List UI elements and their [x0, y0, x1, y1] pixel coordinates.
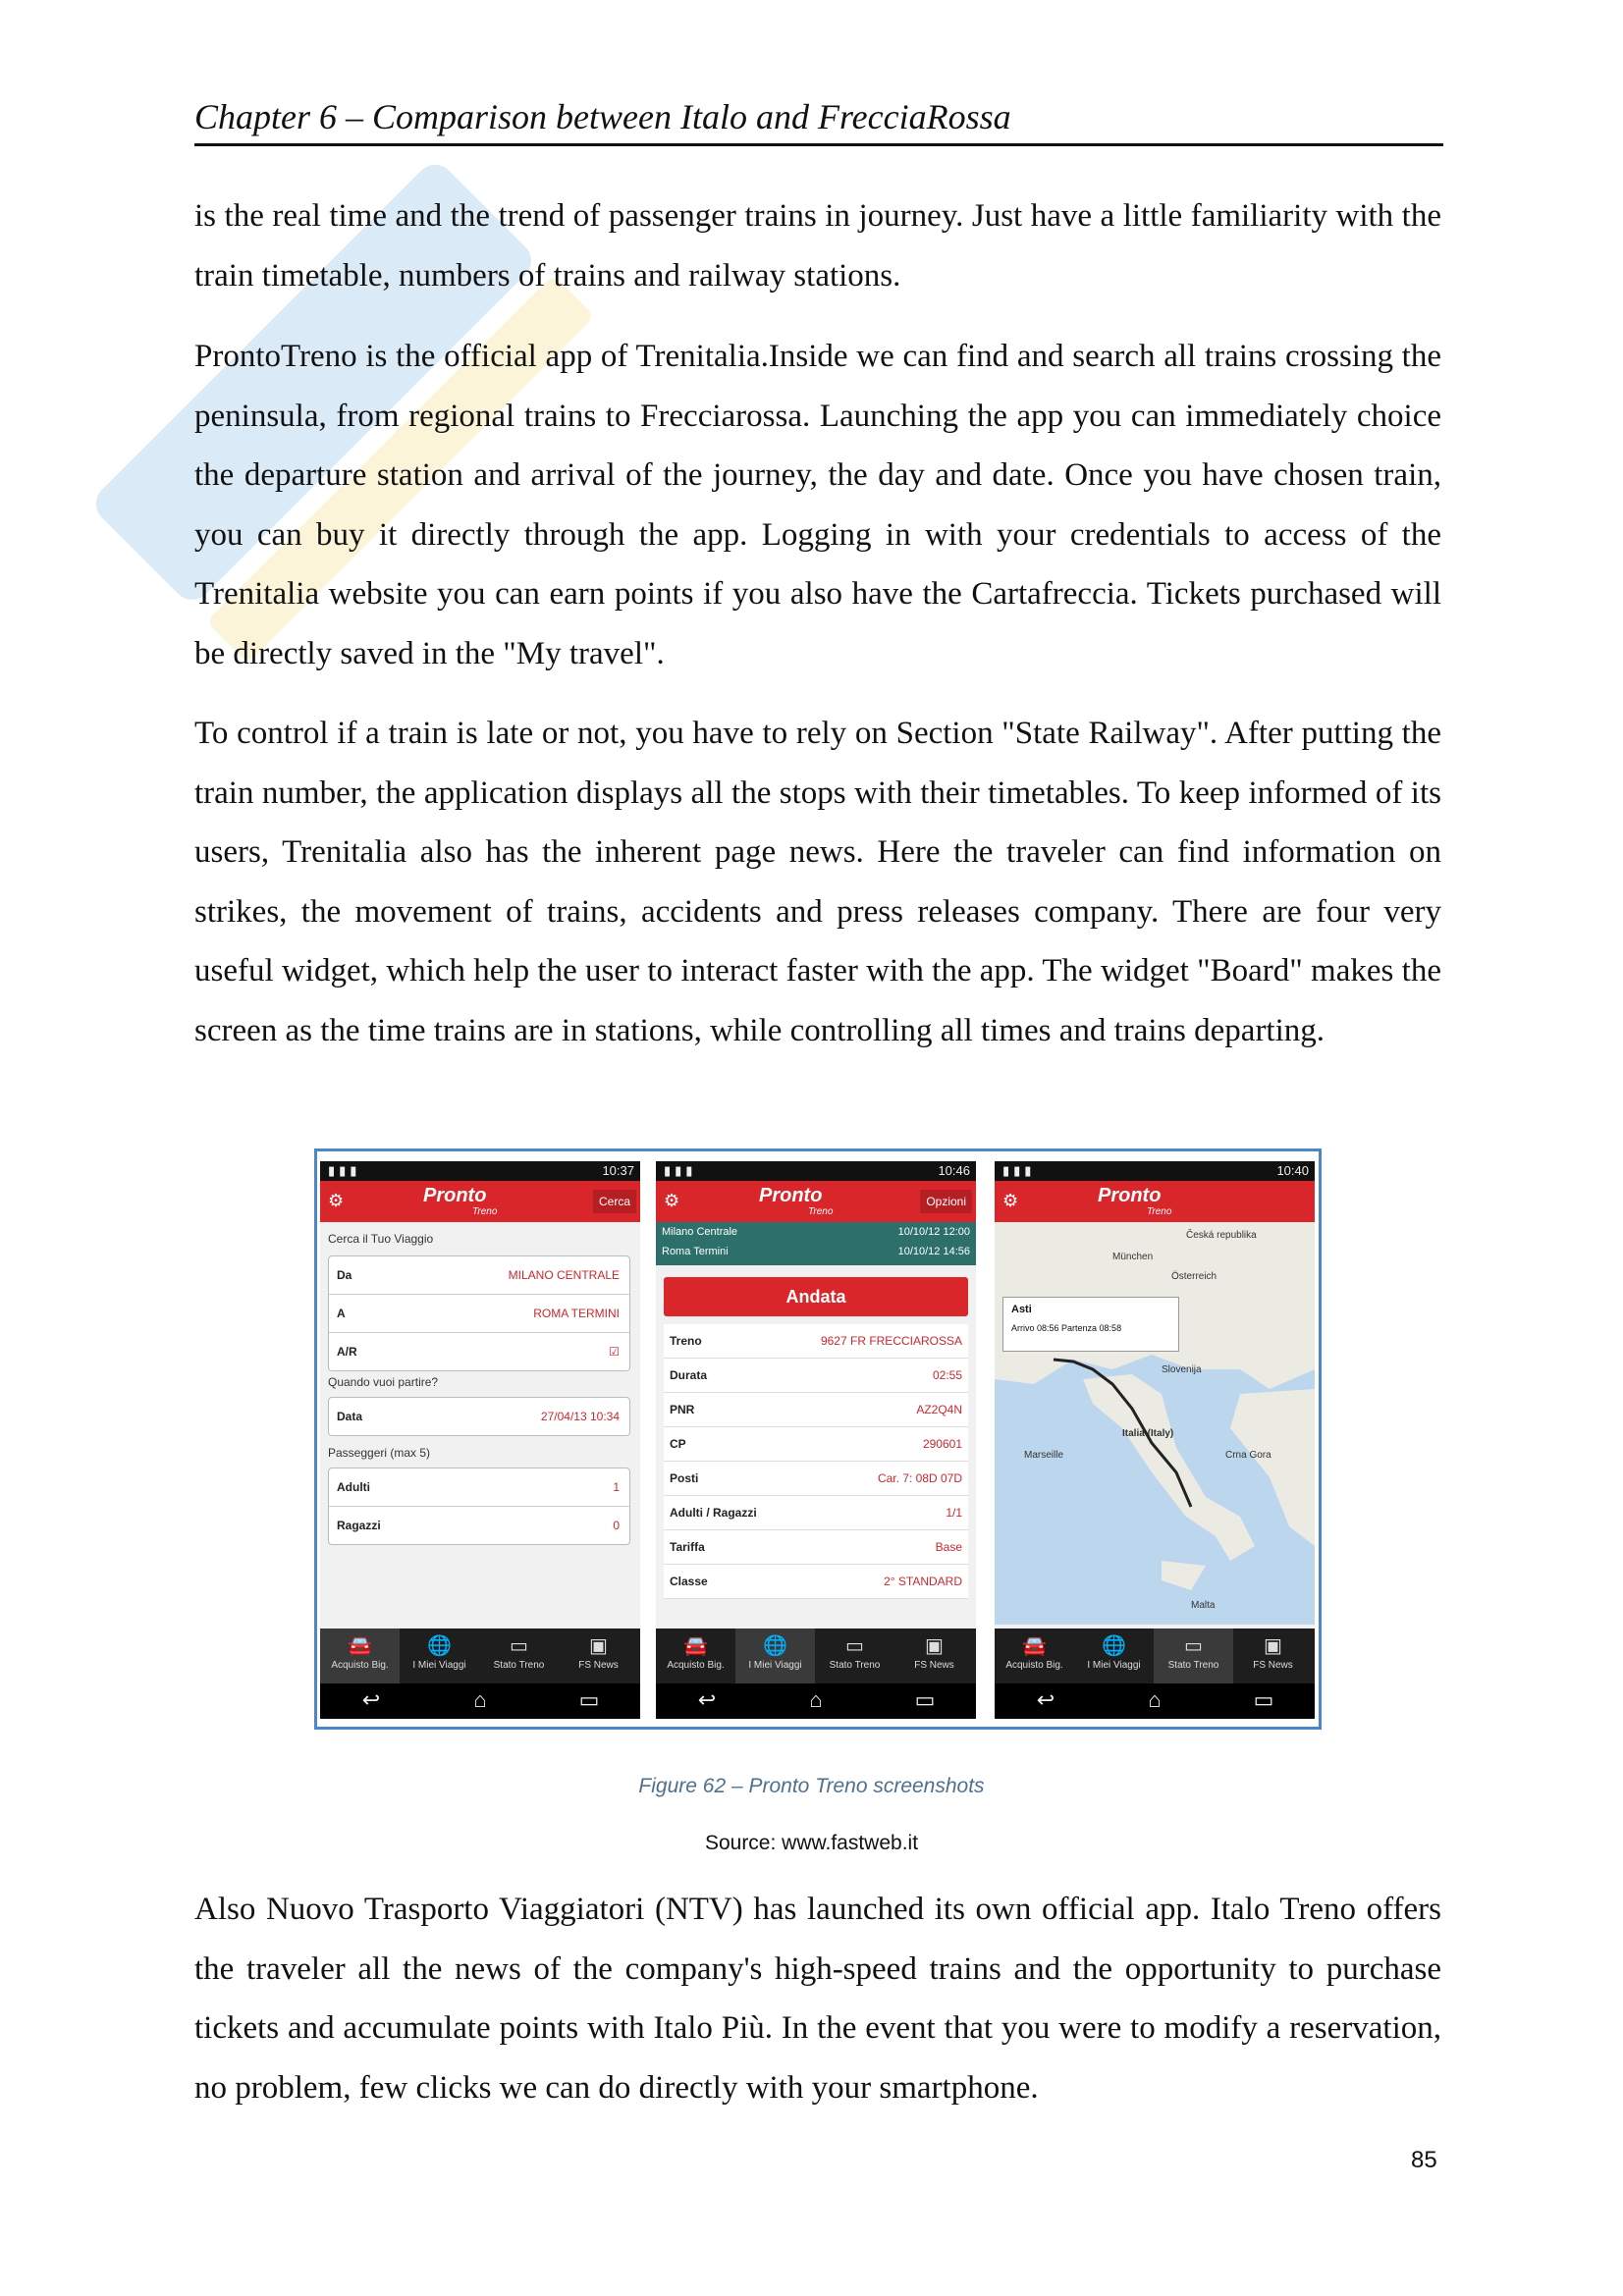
route-strip [656, 1222, 976, 1265]
home-icon[interactable]: ⌂ [473, 1687, 487, 1712]
to-time: 10/10/12 14:56 [897, 1246, 970, 1257]
android-nav-bar [656, 1683, 976, 1719]
paragraph: is the real time and the trend of passenger trains in journey. Just have a little familiarity with the train timetable, numbers of trains and railway stations. [194, 198, 1441, 294]
detail-row: Treno 9627 FR FRECCIAROSSA [664, 1324, 968, 1359]
tab-bar [656, 1629, 976, 1683]
train-route-map[interactable] [995, 1222, 1315, 1625]
return-trip-field[interactable]: A/R ☑ [337, 1345, 620, 1359]
tab-train-status[interactable]: ▭ Stato Treno [829, 1635, 881, 1671]
home-icon[interactable]: ⌂ [809, 1687, 823, 1712]
tab-purchase[interactable]: 🚘 Acquisto Big. [1005, 1635, 1063, 1671]
passengers-box [328, 1468, 630, 1545]
tab-fs-news[interactable]: ▣ FS News [914, 1635, 954, 1671]
recent-apps-icon[interactable]: ▭ [914, 1687, 936, 1712]
tab-my-trips[interactable]: 🌐 I Miei Viaggi [1087, 1635, 1141, 1671]
detail-row: Durata 02:55 [664, 1359, 968, 1393]
status-icons: ▮▮▮ [1002, 1163, 1036, 1178]
ticket-icon: ▭ [1184, 1635, 1203, 1657]
search-label: Cerca il Tuo Viaggio [328, 1232, 434, 1246]
status-icons: ▮▮▮ [664, 1163, 697, 1178]
when-label: Quando vuoi partire? [328, 1375, 439, 1389]
map-label: Österreich [1171, 1271, 1217, 1282]
to-field[interactable]: A ROMA TERMINI [329, 1295, 629, 1333]
phone-screenshot-map [995, 1161, 1315, 1719]
map-label: Malta [1191, 1600, 1216, 1611]
back-icon[interactable]: ↩ [1036, 1687, 1055, 1712]
callout-title: Asti [1011, 1304, 1032, 1315]
news-icon: ▣ [589, 1635, 608, 1657]
android-nav-bar [995, 1683, 1315, 1719]
back-icon[interactable]: ↩ [361, 1687, 381, 1712]
globe-icon: 🌐 [763, 1635, 787, 1657]
map-label: Marseille [1024, 1450, 1064, 1461]
from-field[interactable]: Da MILANO CENTRALE [329, 1256, 629, 1295]
gear-icon[interactable]: ⚙ [1002, 1191, 1019, 1210]
adults-field[interactable]: Adulti 1 [329, 1468, 629, 1507]
figure-caption: Figure 62 – Pronto Treno screenshots [638, 1775, 985, 1797]
from-station: Milano Centrale [662, 1226, 738, 1238]
app-logo: Pronto [759, 1185, 823, 1206]
map-label: München [1112, 1252, 1154, 1262]
home-icon[interactable]: ⌂ [1148, 1687, 1162, 1712]
status-time: 10:46 [938, 1163, 970, 1178]
map-label: Slovenija [1162, 1364, 1202, 1375]
checkbox-icon[interactable]: ☑ [609, 1345, 620, 1359]
gear-icon[interactable]: ⚙ [328, 1191, 345, 1210]
app-logo-sub: Treno [472, 1206, 498, 1217]
detail-row: Adulti / Ragazzi 1/1 [664, 1496, 968, 1530]
detail-row: PNR AZ2Q4N [664, 1393, 968, 1427]
map-label: Crna Gora [1225, 1450, 1271, 1461]
car-icon: 🚘 [683, 1635, 708, 1657]
pronto-treno-figure [314, 1148, 1322, 1730]
tab-purchase[interactable]: 🚘 Acquisto Big. [320, 1629, 400, 1683]
back-icon[interactable]: ↩ [697, 1687, 717, 1712]
phone-screenshot-search [320, 1161, 640, 1719]
globe-icon: 🌐 [427, 1635, 452, 1657]
phone-screenshot-trip-details [656, 1161, 976, 1719]
tab-my-trips[interactable]: 🌐 I Miei Viaggi [412, 1635, 466, 1671]
status-time: 10:37 [602, 1163, 634, 1178]
globe-icon: 🌐 [1102, 1635, 1126, 1657]
car-icon: 🚘 [348, 1635, 372, 1657]
detail-row: Posti Car. 7: 08D 07D [664, 1462, 968, 1496]
to-station: Roma Termini [662, 1246, 729, 1257]
tab-my-trips[interactable]: 🌐 I Miei Viaggi [735, 1629, 815, 1683]
gear-icon[interactable]: ⚙ [664, 1191, 680, 1210]
search-button[interactable]: Cerca [593, 1190, 636, 1213]
ticket-icon: ▭ [845, 1635, 864, 1657]
news-icon: ▣ [925, 1635, 944, 1657]
from-time: 10/10/12 12:00 [897, 1226, 970, 1238]
app-logo-sub: Treno [1147, 1206, 1172, 1217]
app-bar [995, 1181, 1315, 1222]
tab-purchase[interactable]: 🚘 Acquisto Big. [667, 1635, 725, 1671]
app-logo: Pronto [423, 1185, 487, 1206]
paragraph: ProntoTreno is the official app of Trenitalia.Inside we can find and search all trains crossing the peninsula, from regional trains to Frecciarossa. Launching the app you can immediately choice the departure station and arrival of the journey, the day and date. Once you have chosen train, you can buy it directly through the app. Logging in with your credentials to access of the Trenitalia website you can earn points if you also have the Cartafreccia. Tickets purchased will be directly saved in the "My travel". [194, 339, 1441, 671]
app-logo-sub: Treno [808, 1206, 834, 1217]
status-time: 10:40 [1276, 1163, 1309, 1178]
tab-train-status[interactable]: ▭ Stato Treno [1154, 1629, 1233, 1683]
options-button[interactable]: Opzioni [920, 1190, 972, 1213]
children-field[interactable]: Ragazzi 0 [337, 1519, 620, 1532]
ticket-icon: ▭ [510, 1635, 528, 1657]
figure-source: Source: www.fastweb.it [704, 1832, 919, 1854]
news-icon: ▣ [1264, 1635, 1282, 1657]
status-bar [995, 1161, 1315, 1181]
outbound-header: Andata [664, 1277, 968, 1316]
detail-row: CP 290601 [664, 1427, 968, 1462]
paragraph: To control if a train is late or not, you have to rely on Section "State Railway". After putting the train number, the application displays all the stops with their timetables. To keep informed of its users, Trenitalia also has the inherent page news. Here the traveler can find information on strikes, the movement of trains, accidents and press releases company. There are four very useful widget, which help the user to interact faster with the app. The widget "Board" makes the screen as the time trains are in stations, while controlling all times and trains departing. [194, 716, 1441, 1048]
callout-detail: Arrivo 08:56 Partenza 08:58 [1011, 1323, 1122, 1333]
detail-row: Tariffa Base [664, 1530, 968, 1565]
tab-bar [320, 1629, 640, 1683]
recent-apps-icon[interactable]: ▭ [578, 1687, 600, 1712]
app-bar [656, 1181, 976, 1222]
chapter-title: Chapter 6 – Comparison between Italo and FrecciaRossa [194, 97, 1011, 136]
status-bar [320, 1161, 640, 1181]
tab-fs-news[interactable]: ▣ FS News [578, 1635, 619, 1671]
status-bar [656, 1161, 976, 1181]
station-callout[interactable] [1002, 1297, 1179, 1352]
map-label: Česká republika [1186, 1230, 1257, 1241]
car-icon: 🚘 [1022, 1635, 1047, 1657]
map-graphic [995, 1222, 1315, 1625]
trip-detail-list [664, 1324, 968, 1599]
recent-apps-icon[interactable]: ▭ [1253, 1687, 1274, 1712]
detail-row: Classe 2° STANDARD [664, 1565, 968, 1599]
date-box [328, 1397, 630, 1436]
page-number: 85 [1411, 2147, 1437, 2173]
status-icons: ▮▮▮ [328, 1163, 361, 1178]
passengers-label: Passeggeri (max 5) [328, 1446, 431, 1460]
tab-train-status[interactable]: ▭ Stato Treno [493, 1635, 545, 1671]
tab-bar [995, 1629, 1315, 1683]
date-field[interactable]: Data 27/04/13 10:34 [337, 1410, 620, 1423]
paragraph: Also Nuovo Trasporto Viaggiatori (NTV) has launched its own official app. Italo Treno offers the traveler all the news of the company's high-speed trains and the opportunity to purchase tickets and accumulate points with Italo Più. In the event that you were to modify a reservation, no problem, few clicks we can do directly with your smartphone. [194, 1892, 1441, 2106]
route-box [328, 1255, 630, 1371]
android-nav-bar [320, 1683, 640, 1719]
map-label: Italia (Italy) [1122, 1428, 1174, 1439]
chapter-header [194, 96, 1443, 146]
app-logo: Pronto [1098, 1185, 1162, 1206]
app-bar [320, 1181, 640, 1222]
tab-fs-news[interactable]: ▣ FS News [1253, 1635, 1293, 1671]
